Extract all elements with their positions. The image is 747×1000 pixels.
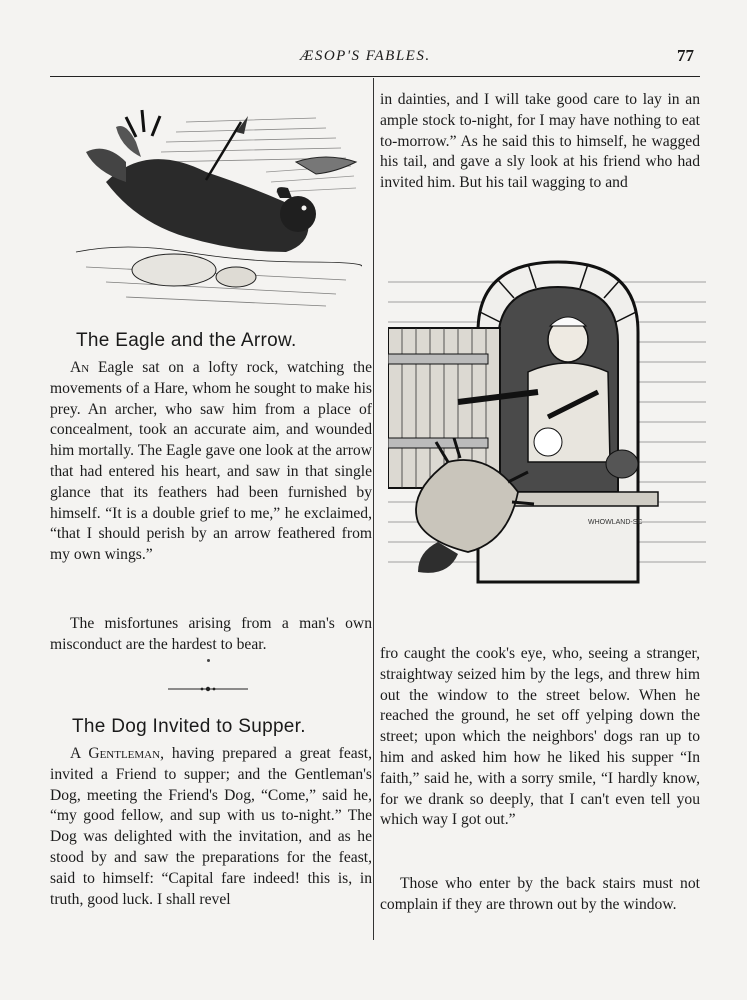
fable-text-dog-right-top: in dainties, and I will take good care to lay in an ample stock to-night, for I may have nothing to eat to-morrow.” As he said this to himself, he wagged his tail, and gave a sly look at his friend who had invited him. But his tail wagging to and — [380, 91, 700, 192]
fable-title-dog: The Dog Invited to Supper. — [72, 716, 306, 737]
engraver-signature: WHOWLAND-SC — [588, 519, 643, 526]
fable-moral-dog — [380, 874, 700, 916]
fable-body-dog-right-bottom — [380, 644, 700, 831]
fable-body-dog-left — [50, 744, 372, 910]
moral-text-eagle: The misfortunes arising from a man's own misconduct are the hardest to bear. — [50, 615, 372, 653]
eagle-illustration-icon — [66, 102, 362, 314]
running-title: ÆSOP'S FABLES. — [300, 48, 431, 64]
fable-moral-eagle — [50, 614, 372, 656]
dropcap-eagle: An — [70, 359, 90, 376]
column-divider — [373, 78, 374, 940]
page-number: 77 — [677, 46, 694, 65]
fable-text-dog-right-bottom: fro caught the cook's eye, who, seeing a stranger, straightway seized him by the legs, and threw him out the window to the street below. When he reached the ground, he set off yelping down the street; upon which the neighbors' dogs ran up to him and asked him how he liked his supper “In faith,” said he, with a sorry smile, “I hardly know, for we drank so deeply, that I can't even tell you which way I got out.” — [380, 645, 700, 829]
fable-body-eagle — [50, 358, 372, 566]
fable-body-dog-right-top — [380, 90, 700, 194]
fable-text-eagle: Eagle sat on a lofty rock, watching the movements of a Hare, whom he sought to make his prey. An archer, who saw him from a place of concealment, took an accurate aim, and wounded him mortally. The Eagle gave one look at the arrow that had entered his heart, and saw in that single glance that its feathers had been furnished by himself. “It is a double grief to me,” he exclaimed, “that I should perish by an arrow feathered from my own wings.” — [50, 359, 372, 564]
header-rule — [50, 76, 700, 77]
divider-ornament-icon — [168, 684, 248, 694]
dot-mark — [207, 659, 210, 662]
fable-title-eagle: The Eagle and the Arrow. — [76, 330, 297, 351]
dropcap-dog: A Gentleman, — [70, 745, 164, 762]
fable-text-dog-left: having prepared a great feast, invited a Friend to supper; and the Gentleman's Dog, meeting the Friend's Dog, “Come,” said he, “my good fellow, and sup with us to-night.” The Dog was delighted with the invitation, and as he stood by and saw the preparations for the feast, said to himself: “Capital fare indeed! this is, in truth, good luck. I shall revel — [50, 745, 372, 908]
cook-window-illustration-icon — [388, 242, 706, 618]
moral-text-dog: Those who enter by the back stairs must not complain if they are thrown out by the window. — [380, 875, 700, 913]
running-head — [0, 48, 747, 72]
